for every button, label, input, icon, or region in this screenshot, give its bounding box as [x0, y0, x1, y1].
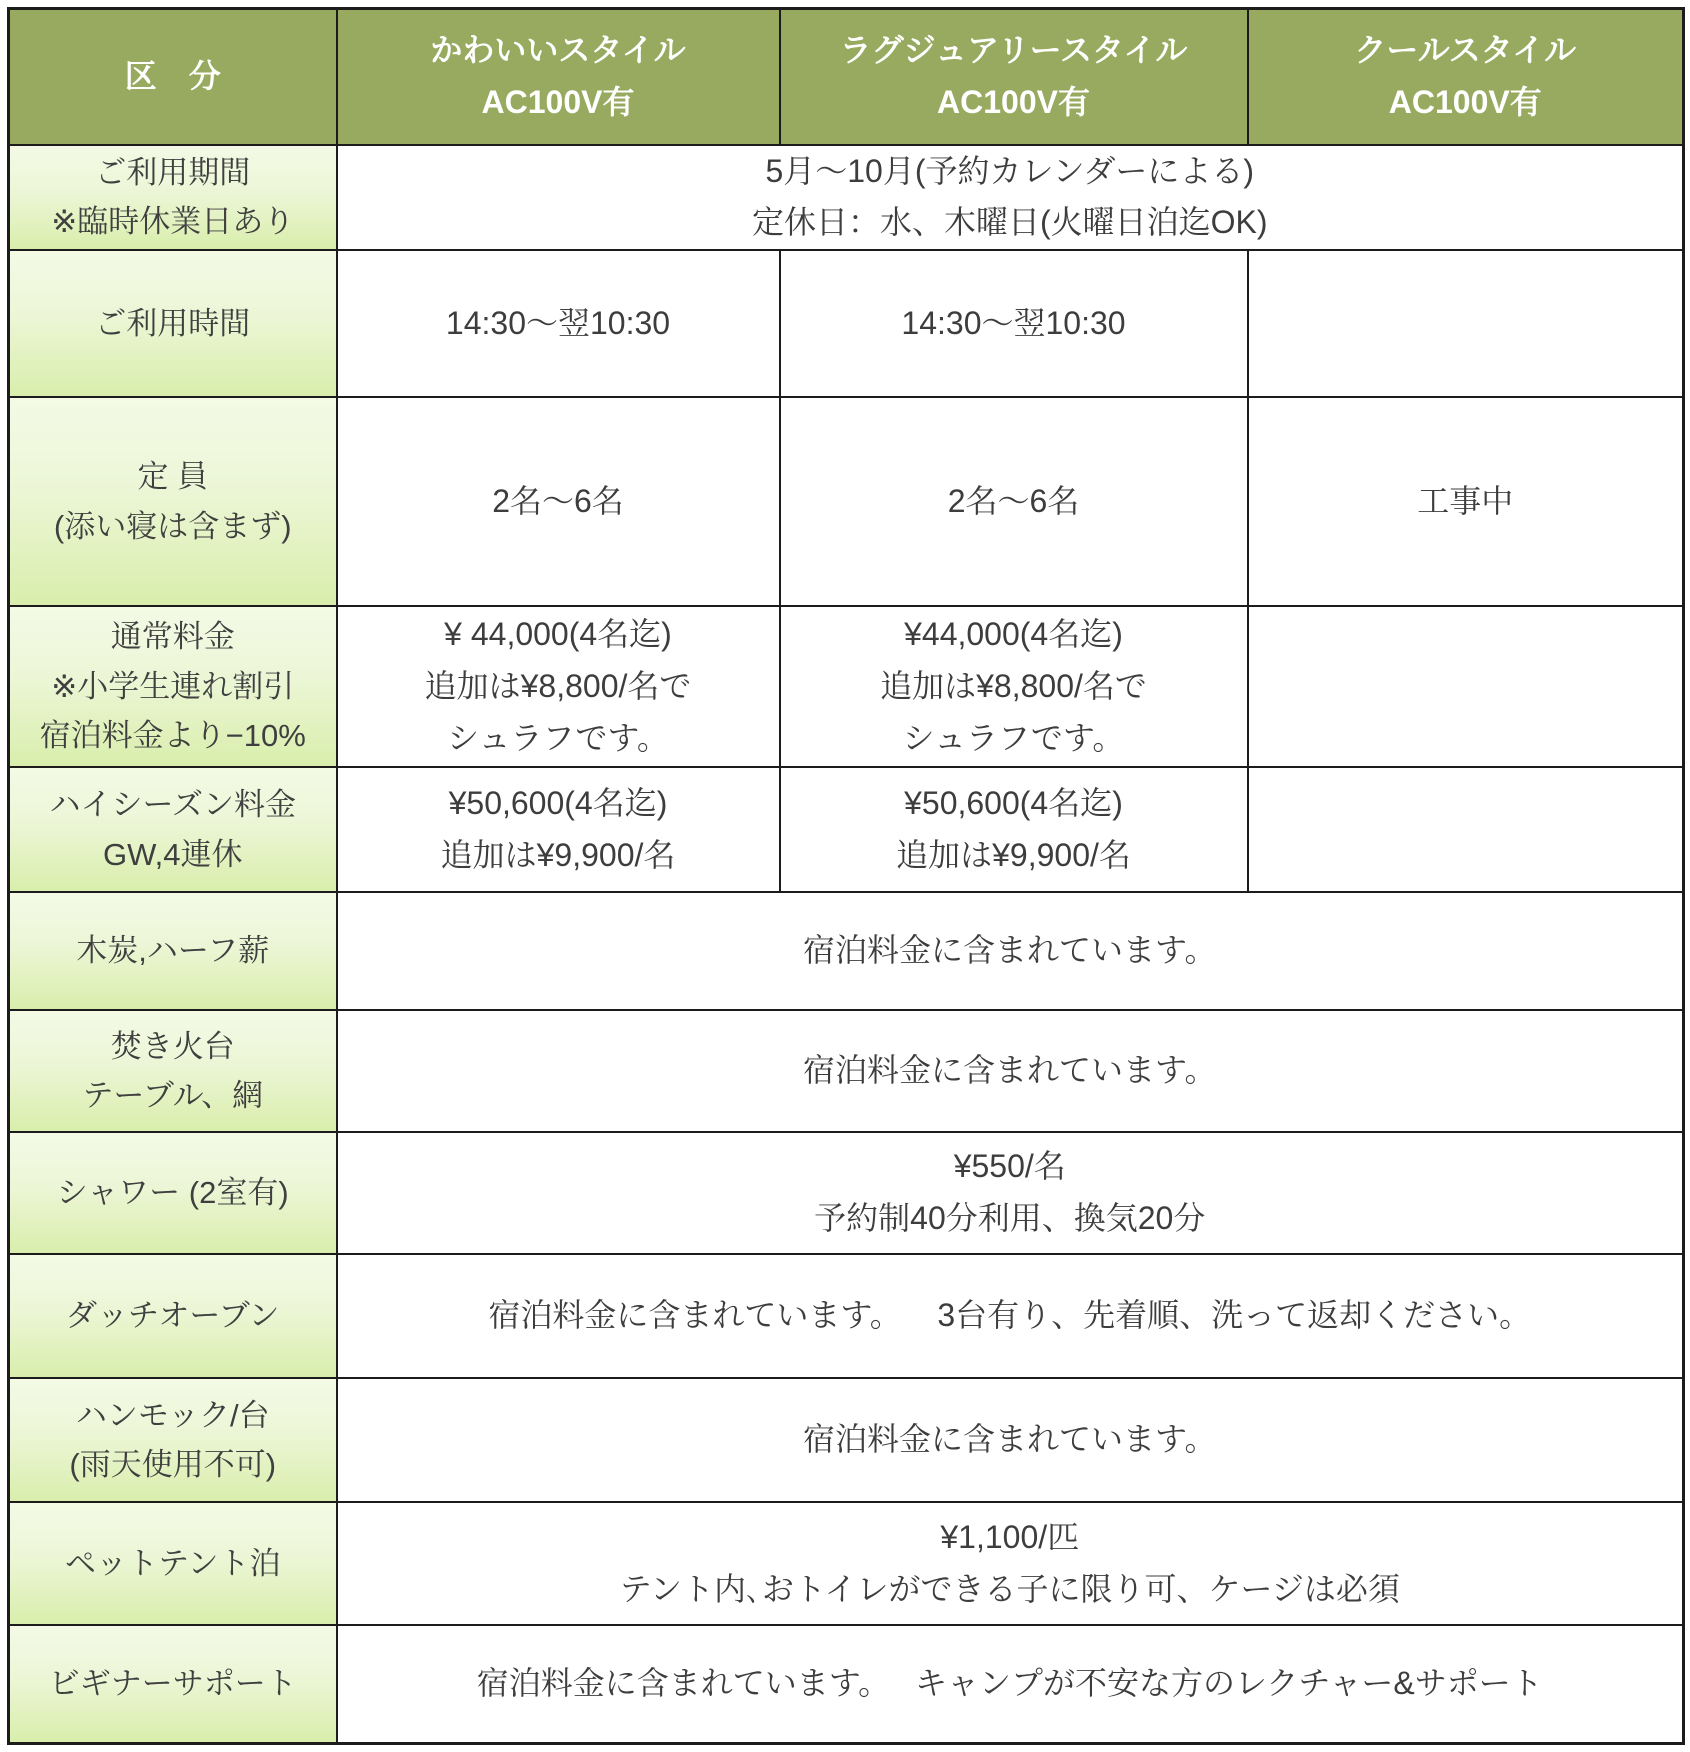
row-usage-period: [9, 145, 1684, 251]
header-luxury-style: [780, 9, 1248, 145]
label-line: ペットテント泊: [65, 1545, 281, 1581]
cell-charcoal-firewood: [337, 892, 1684, 1010]
cell-line: 追加は¥9,900/名: [896, 836, 1131, 873]
cell-line: ¥50,600(4名迄): [448, 784, 668, 821]
cell-high-season-cool: [1248, 767, 1684, 892]
label-line: (添い寝は含まず): [53, 508, 292, 544]
cell-line: 14:30〜翌10:30: [445, 304, 671, 341]
cell-line: 宿泊料金に含まれています。 キャンプが不安な方のレクチャー&サポート: [476, 1664, 1543, 1701]
cell-line: 宿泊料金に含まれています。: [803, 932, 1217, 969]
cell-line: 追加は¥8,800/名で: [424, 667, 692, 704]
cell-usage-period: [337, 145, 1684, 251]
cell-line: テント内､おトイレができる子に限り可、ケージは必須: [619, 1570, 1400, 1607]
header-category: [9, 9, 337, 145]
label-line: ※臨時休業日あり: [51, 204, 295, 240]
header-luxury-line2: AC100V有: [937, 83, 1090, 120]
header-kawaii-line1: かわいいスタイル: [430, 31, 686, 68]
label-line: ビギナーサポート: [48, 1666, 297, 1702]
cell-line: ¥50,600(4名迄): [904, 784, 1123, 821]
label-high-season-price: [9, 767, 337, 892]
label-line: 定 員: [137, 459, 209, 495]
camp-pricing-table: [7, 7, 1685, 1745]
label-beginner-support: [9, 1625, 337, 1743]
cell-line: 2名〜6名: [492, 482, 624, 519]
header-category-label: 区 分: [124, 57, 221, 94]
cell-line: 宿泊料金に含まれています。: [803, 1052, 1217, 1089]
cell-line: 5月〜10月(予約カレンダーによる): [765, 152, 1255, 189]
row-hammock: [9, 1378, 1684, 1502]
label-line: ハンモック/台: [75, 1397, 270, 1433]
row-capacity: [9, 397, 1684, 606]
cell-pet-tent: [337, 1502, 1684, 1625]
label-usage-hours: [9, 250, 337, 397]
header-cool-line2: AC100V有: [1388, 83, 1542, 120]
label-hammock: [9, 1378, 337, 1502]
label-pet-tent: [9, 1502, 337, 1625]
cell-shower: [337, 1132, 1684, 1254]
cell-line: 予約制40分利用、換気20分: [814, 1200, 1206, 1237]
cell-normal-price-luxury: [780, 606, 1248, 767]
label-line: テーブル、網: [82, 1078, 264, 1114]
cell-line: 追加は¥8,800/名で: [880, 667, 1147, 704]
row-high-season-price: [9, 767, 1684, 892]
header-cool-line1: クールスタイル: [1354, 31, 1577, 68]
cell-line: シュラフです。: [447, 719, 669, 756]
cell-line: ¥ 44,000(4名迄): [444, 615, 672, 652]
label-dutch-oven: [9, 1254, 337, 1378]
row-charcoal-firewood: [9, 892, 1684, 1010]
label-shower: [9, 1132, 337, 1254]
label-capacity: [9, 397, 337, 606]
cell-line: ¥1,100/匹: [940, 1518, 1080, 1555]
header-luxury-line1: ラグジュアリースタイル: [839, 31, 1188, 68]
cell-dutch-oven: [337, 1254, 1684, 1378]
cell-line: 定休日：水、木曜日(火曜日泊迄OK): [751, 204, 1268, 241]
cell-line: シュラフです。: [902, 719, 1125, 756]
row-pet-tent: [9, 1502, 1684, 1625]
cell-normal-price-kawaii: [337, 606, 780, 767]
label-line: 通常料金: [110, 619, 235, 655]
label-line: 木炭,ハーフ薪: [76, 933, 270, 969]
row-normal-price: [9, 606, 1684, 767]
label-line: GW,4連休: [102, 836, 243, 872]
header-cool-style: [1248, 9, 1684, 145]
row-fire-pit: [9, 1010, 1684, 1132]
label-line: 焚き火台: [110, 1028, 235, 1064]
row-dutch-oven: [9, 1254, 1684, 1378]
cell-capacity-cool: [1248, 397, 1684, 606]
cell-line: 追加は¥9,900/名: [440, 836, 676, 873]
label-usage-period: [9, 145, 337, 251]
cell-line: 宿泊料金に含まれています。: [803, 1421, 1217, 1458]
cell-capacity-kawaii: [337, 397, 780, 606]
cell-line: ¥550/名: [953, 1148, 1066, 1185]
cell-usage-hours-kawaii: [337, 250, 780, 397]
cell-normal-price-cool: [1248, 606, 1684, 767]
row-usage-hours: [9, 250, 1684, 397]
label-line: ご利用期間: [95, 154, 251, 190]
label-charcoal-firewood: [9, 892, 337, 1010]
cell-high-season-kawaii: [337, 767, 780, 892]
label-normal-price: [9, 606, 337, 767]
cell-fire-pit: [337, 1010, 1684, 1132]
label-line: ダッチオーブン: [65, 1298, 280, 1334]
cell-line: 宿泊料金に含まれています。 3台有り、先着順、洗って返却ください。: [488, 1297, 1532, 1334]
label-line: ハイシーズン料金: [49, 787, 296, 823]
cell-hammock: [337, 1378, 1684, 1502]
label-fire-pit: [9, 1010, 337, 1132]
header-kawaii-line2: AC100V有: [481, 83, 635, 120]
cell-line: 2名〜6名: [947, 482, 1080, 519]
cell-usage-hours-luxury: [780, 250, 1248, 397]
cell-line: 14:30〜翌10:30: [901, 304, 1126, 341]
cell-usage-hours-cool: [1248, 250, 1684, 397]
label-line: ※小学生連れ割引: [51, 668, 295, 704]
label-line: (雨天使用不可): [69, 1447, 277, 1483]
cell-line: ¥44,000(4名迄): [904, 615, 1123, 652]
row-beginner-support: [9, 1625, 1684, 1743]
label-line: シャワー (2室有): [56, 1175, 289, 1211]
label-line: ご利用時間: [95, 305, 251, 341]
label-line: 宿泊料金より−10%: [39, 718, 306, 754]
cell-high-season-luxury: [780, 767, 1248, 892]
row-shower: [9, 1132, 1684, 1254]
header-kawaii-style: [337, 9, 780, 145]
cell-capacity-luxury: [780, 397, 1248, 606]
cell-line: 工事中: [1417, 482, 1514, 519]
header-row: [9, 9, 1684, 145]
cell-beginner-support: [337, 1625, 1684, 1743]
